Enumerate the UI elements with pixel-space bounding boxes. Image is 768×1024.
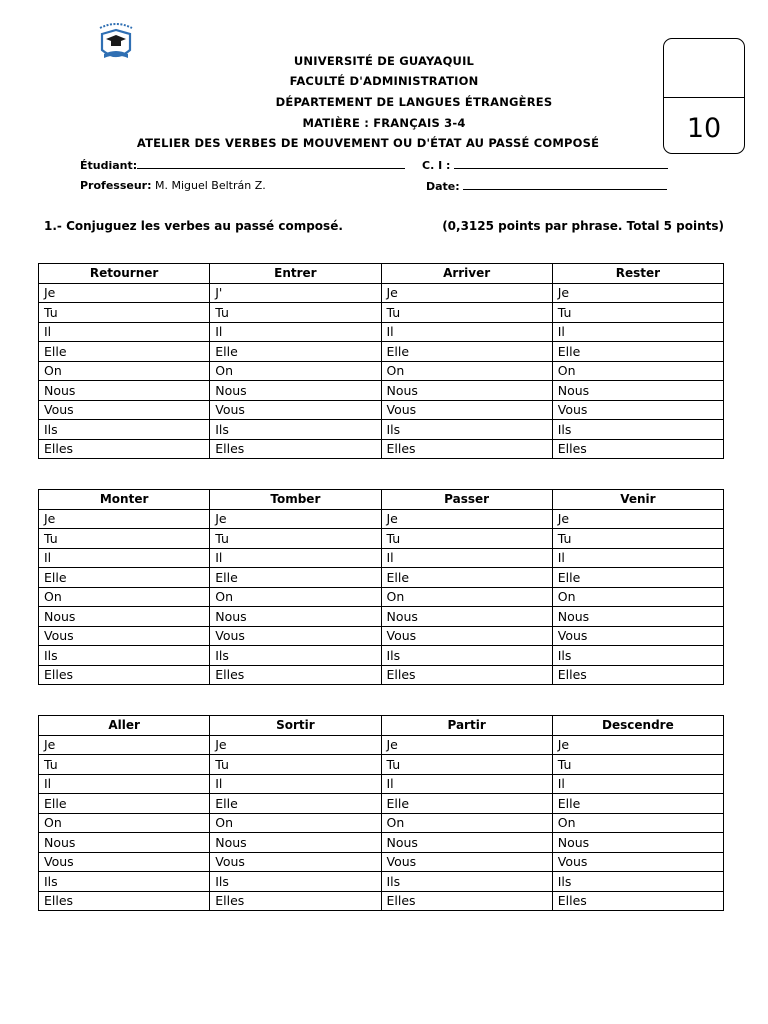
table-row [39,529,724,549]
pronoun-cell[interactable]: Ils [552,646,723,666]
pronoun-cell[interactable]: Nous [39,607,210,627]
table-row [39,303,724,323]
table-header-row [39,264,724,284]
table-row [39,607,724,627]
pronoun-cell[interactable]: On [210,361,381,381]
pronoun-cell[interactable]: Vous [210,852,381,872]
table-row [39,755,724,775]
pronoun-cell[interactable]: Il [552,322,723,342]
pronoun-cell[interactable]: Je [381,735,552,755]
pronoun-cell[interactable]: Ils [210,420,381,440]
date-label: Date: [426,180,460,193]
pronoun-cell[interactable]: Vous [39,400,210,420]
pronoun-cell[interactable]: Ils [381,420,552,440]
table-row [39,509,724,529]
points-note: (0,3125 points par phrase. Total 5 points) [442,219,724,233]
verb-header: Monter [39,490,210,510]
table-row [39,568,724,588]
date-blank[interactable] [463,179,667,190]
table-row [39,872,724,892]
table-row [39,665,724,685]
table-row [39,813,724,833]
pronoun-cell[interactable]: Il [552,774,723,794]
verb-header: Venir [552,490,723,510]
table-row [39,794,724,814]
instruction-text: 1.- Conjuguez les verbes au passé composé. [44,219,343,233]
student-field [80,158,405,172]
verb-header: Sortir [210,716,381,736]
pronoun-cell[interactable]: Il [381,322,552,342]
table-row [39,439,724,459]
score-divider [664,97,744,98]
ci-field [422,158,668,172]
table-row [39,626,724,646]
pronoun-cell[interactable]: Elles [381,891,552,911]
exercise-instruction [44,219,724,233]
pronoun-cell[interactable]: Je [381,509,552,529]
table-row [39,420,724,440]
pronoun-cell[interactable]: Vous [381,626,552,646]
pronoun-cell[interactable]: Tu [210,529,381,549]
pronoun-cell[interactable]: Vous [381,400,552,420]
pronoun-cell[interactable]: Ils [39,420,210,440]
pronoun-cell[interactable]: Ils [210,872,381,892]
pronoun-cell[interactable]: Vous [210,400,381,420]
pronoun-cell[interactable]: Tu [552,529,723,549]
table-row [39,548,724,568]
pronoun-cell[interactable]: Je [39,283,210,303]
pronoun-cell[interactable]: Nous [552,833,723,853]
pronoun-cell[interactable]: Il [39,548,210,568]
conjugation-table-3 [38,715,724,911]
pronoun-cell[interactable]: On [39,587,210,607]
pronoun-cell[interactable]: Nous [552,381,723,401]
score-box [663,38,745,154]
pronoun-cell[interactable]: On [381,813,552,833]
pronoun-cell[interactable]: Tu [552,303,723,323]
table-row [39,381,724,401]
verb-header: Retourner [39,264,210,284]
teacher-name: M. Miguel Beltrán Z. [155,179,266,192]
university-name: UNIVERSITÉ DE GUAYAQUIL [293,54,475,68]
pronoun-cell[interactable]: Tu [381,529,552,549]
verb-header: Arriver [381,264,552,284]
pronoun-cell[interactable]: Vous [39,852,210,872]
pronoun-cell[interactable]: Il [381,548,552,568]
pronoun-cell[interactable]: Vous [381,852,552,872]
pronoun-cell[interactable]: Il [210,548,381,568]
table-row [39,852,724,872]
pronoun-cell[interactable]: Il [210,322,381,342]
table-row [39,361,724,381]
pronoun-cell[interactable]: Tu [381,303,552,323]
pronoun-cell[interactable]: Je [39,735,210,755]
pronoun-cell[interactable]: Elles [39,665,210,685]
table-row [39,587,724,607]
pronoun-cell[interactable]: Il [210,774,381,794]
pronoun-cell[interactable]: Elle [552,794,723,814]
pronoun-cell[interactable]: Vous [210,626,381,646]
pronoun-cell[interactable]: Vous [552,400,723,420]
pronoun-cell[interactable]: Tu [210,303,381,323]
pronoun-cell[interactable]: Elle [552,342,723,362]
table-header-row [39,716,724,736]
student-name-blank[interactable] [137,158,405,169]
pronoun-cell[interactable]: On [381,361,552,381]
subject-name: MATIÈRE : FRANÇAIS 3-4 [302,116,466,130]
pronoun-cell[interactable]: Ils [39,872,210,892]
pronoun-cell[interactable]: Elle [39,794,210,814]
pronoun-cell[interactable]: Elles [210,891,381,911]
pronoun-cell[interactable]: Elle [210,568,381,588]
pronoun-cell[interactable]: Il [381,774,552,794]
verb-header: Aller [39,716,210,736]
pronoun-cell[interactable]: Elles [39,891,210,911]
pronoun-cell[interactable]: On [210,587,381,607]
ci-blank[interactable] [454,158,668,169]
pronoun-cell[interactable]: Elle [552,568,723,588]
pronoun-cell[interactable]: On [552,361,723,381]
pronoun-cell[interactable]: Elle [210,342,381,362]
pronoun-cell[interactable]: Tu [552,755,723,775]
faculty-name: FACULTÉ D'ADMINISTRATION [289,74,479,88]
pronoun-cell[interactable]: Ils [381,872,552,892]
table-row [39,322,724,342]
pronoun-cell[interactable]: Elle [39,342,210,362]
pronoun-cell[interactable]: Vous [552,626,723,646]
pronoun-cell[interactable]: Tu [210,755,381,775]
score-value: 10 [686,113,722,144]
pronoun-cell[interactable]: On [552,587,723,607]
pronoun-cell[interactable]: Elle [39,568,210,588]
ci-label: C. I : [422,159,451,172]
pronoun-cell[interactable]: Tu [39,755,210,775]
verb-header: Tomber [210,490,381,510]
conjugation-table-1 [38,263,724,459]
verb-header: Entrer [210,264,381,284]
pronoun-cell[interactable]: Je [381,283,552,303]
table-row [39,774,724,794]
pronoun-cell[interactable]: Nous [381,607,552,627]
date-field [426,179,667,193]
pronoun-cell[interactable]: Je [210,735,381,755]
pronoun-cell[interactable]: Elles [39,439,210,459]
pronoun-cell[interactable]: Elles [552,439,723,459]
pronoun-cell[interactable]: Elles [552,891,723,911]
pronoun-cell[interactable]: Tu [381,755,552,775]
pronoun-cell[interactable]: Elles [381,439,552,459]
department-name: DÉPARTEMENT DE LANGUES ÉTRANGÈRES [275,95,553,109]
worksheet-title: ATELIER DES VERBES DE MOUVEMENT OU D'ÉTAT AU PASSÉ COMPOSÉ [136,136,600,150]
pronoun-cell[interactable]: On [210,813,381,833]
teacher-label: Professeur: [80,179,152,192]
pronoun-cell[interactable]: Je [552,283,723,303]
pronoun-cell[interactable]: Nous [210,381,381,401]
pronoun-cell[interactable]: On [552,813,723,833]
verb-header: Descendre [552,716,723,736]
pronoun-cell[interactable]: Nous [39,833,210,853]
pronoun-cell[interactable]: J' [210,283,381,303]
pronoun-cell[interactable]: Elles [552,665,723,685]
table-header-row [39,490,724,510]
pronoun-cell[interactable]: Elles [210,439,381,459]
pronoun-cell[interactable]: Nous [210,607,381,627]
pronoun-cell[interactable]: On [39,813,210,833]
pronoun-cell[interactable]: Nous [381,833,552,853]
pronoun-cell[interactable]: Nous [210,833,381,853]
table-row [39,833,724,853]
pronoun-cell[interactable]: Elle [381,568,552,588]
pronoun-cell[interactable]: Ils [210,646,381,666]
pronoun-cell[interactable]: Elle [381,794,552,814]
pronoun-cell[interactable]: On [381,587,552,607]
pronoun-cell[interactable]: Elle [210,794,381,814]
pronoun-cell[interactable]: Elles [381,665,552,685]
table-row [39,891,724,911]
pronoun-cell[interactable]: Nous [381,381,552,401]
table-row [39,735,724,755]
pronoun-cell[interactable]: Je [39,509,210,529]
verb-header: Rester [552,264,723,284]
pronoun-cell[interactable]: Elles [210,665,381,685]
pronoun-cell[interactable]: Il [39,774,210,794]
pronoun-cell[interactable]: Tu [39,529,210,549]
pronoun-cell[interactable]: Il [39,322,210,342]
pronoun-cell[interactable]: On [39,361,210,381]
pronoun-cell[interactable]: Ils [552,420,723,440]
table-row [39,342,724,362]
table-row [39,283,724,303]
pronoun-cell[interactable]: Ils [39,646,210,666]
pronoun-cell[interactable]: Ils [381,646,552,666]
pronoun-cell[interactable]: Ils [552,872,723,892]
verb-header: Passer [381,490,552,510]
table-row [39,400,724,420]
pronoun-cell[interactable]: Vous [552,852,723,872]
pronoun-cell[interactable]: Je [210,509,381,529]
pronoun-cell[interactable]: Elle [381,342,552,362]
pronoun-cell[interactable]: Tu [39,303,210,323]
pronoun-cell[interactable]: Il [552,548,723,568]
teacher-field [80,179,266,192]
pronoun-cell[interactable]: Je [552,735,723,755]
pronoun-cell[interactable]: Nous [39,381,210,401]
student-label: Étudiant: [80,159,138,172]
pronoun-cell[interactable]: Nous [552,607,723,627]
conjugation-table-2 [38,489,724,685]
verb-header: Partir [381,716,552,736]
pronoun-cell[interactable]: Vous [39,626,210,646]
table-row [39,646,724,666]
pronoun-cell[interactable]: Je [552,509,723,529]
